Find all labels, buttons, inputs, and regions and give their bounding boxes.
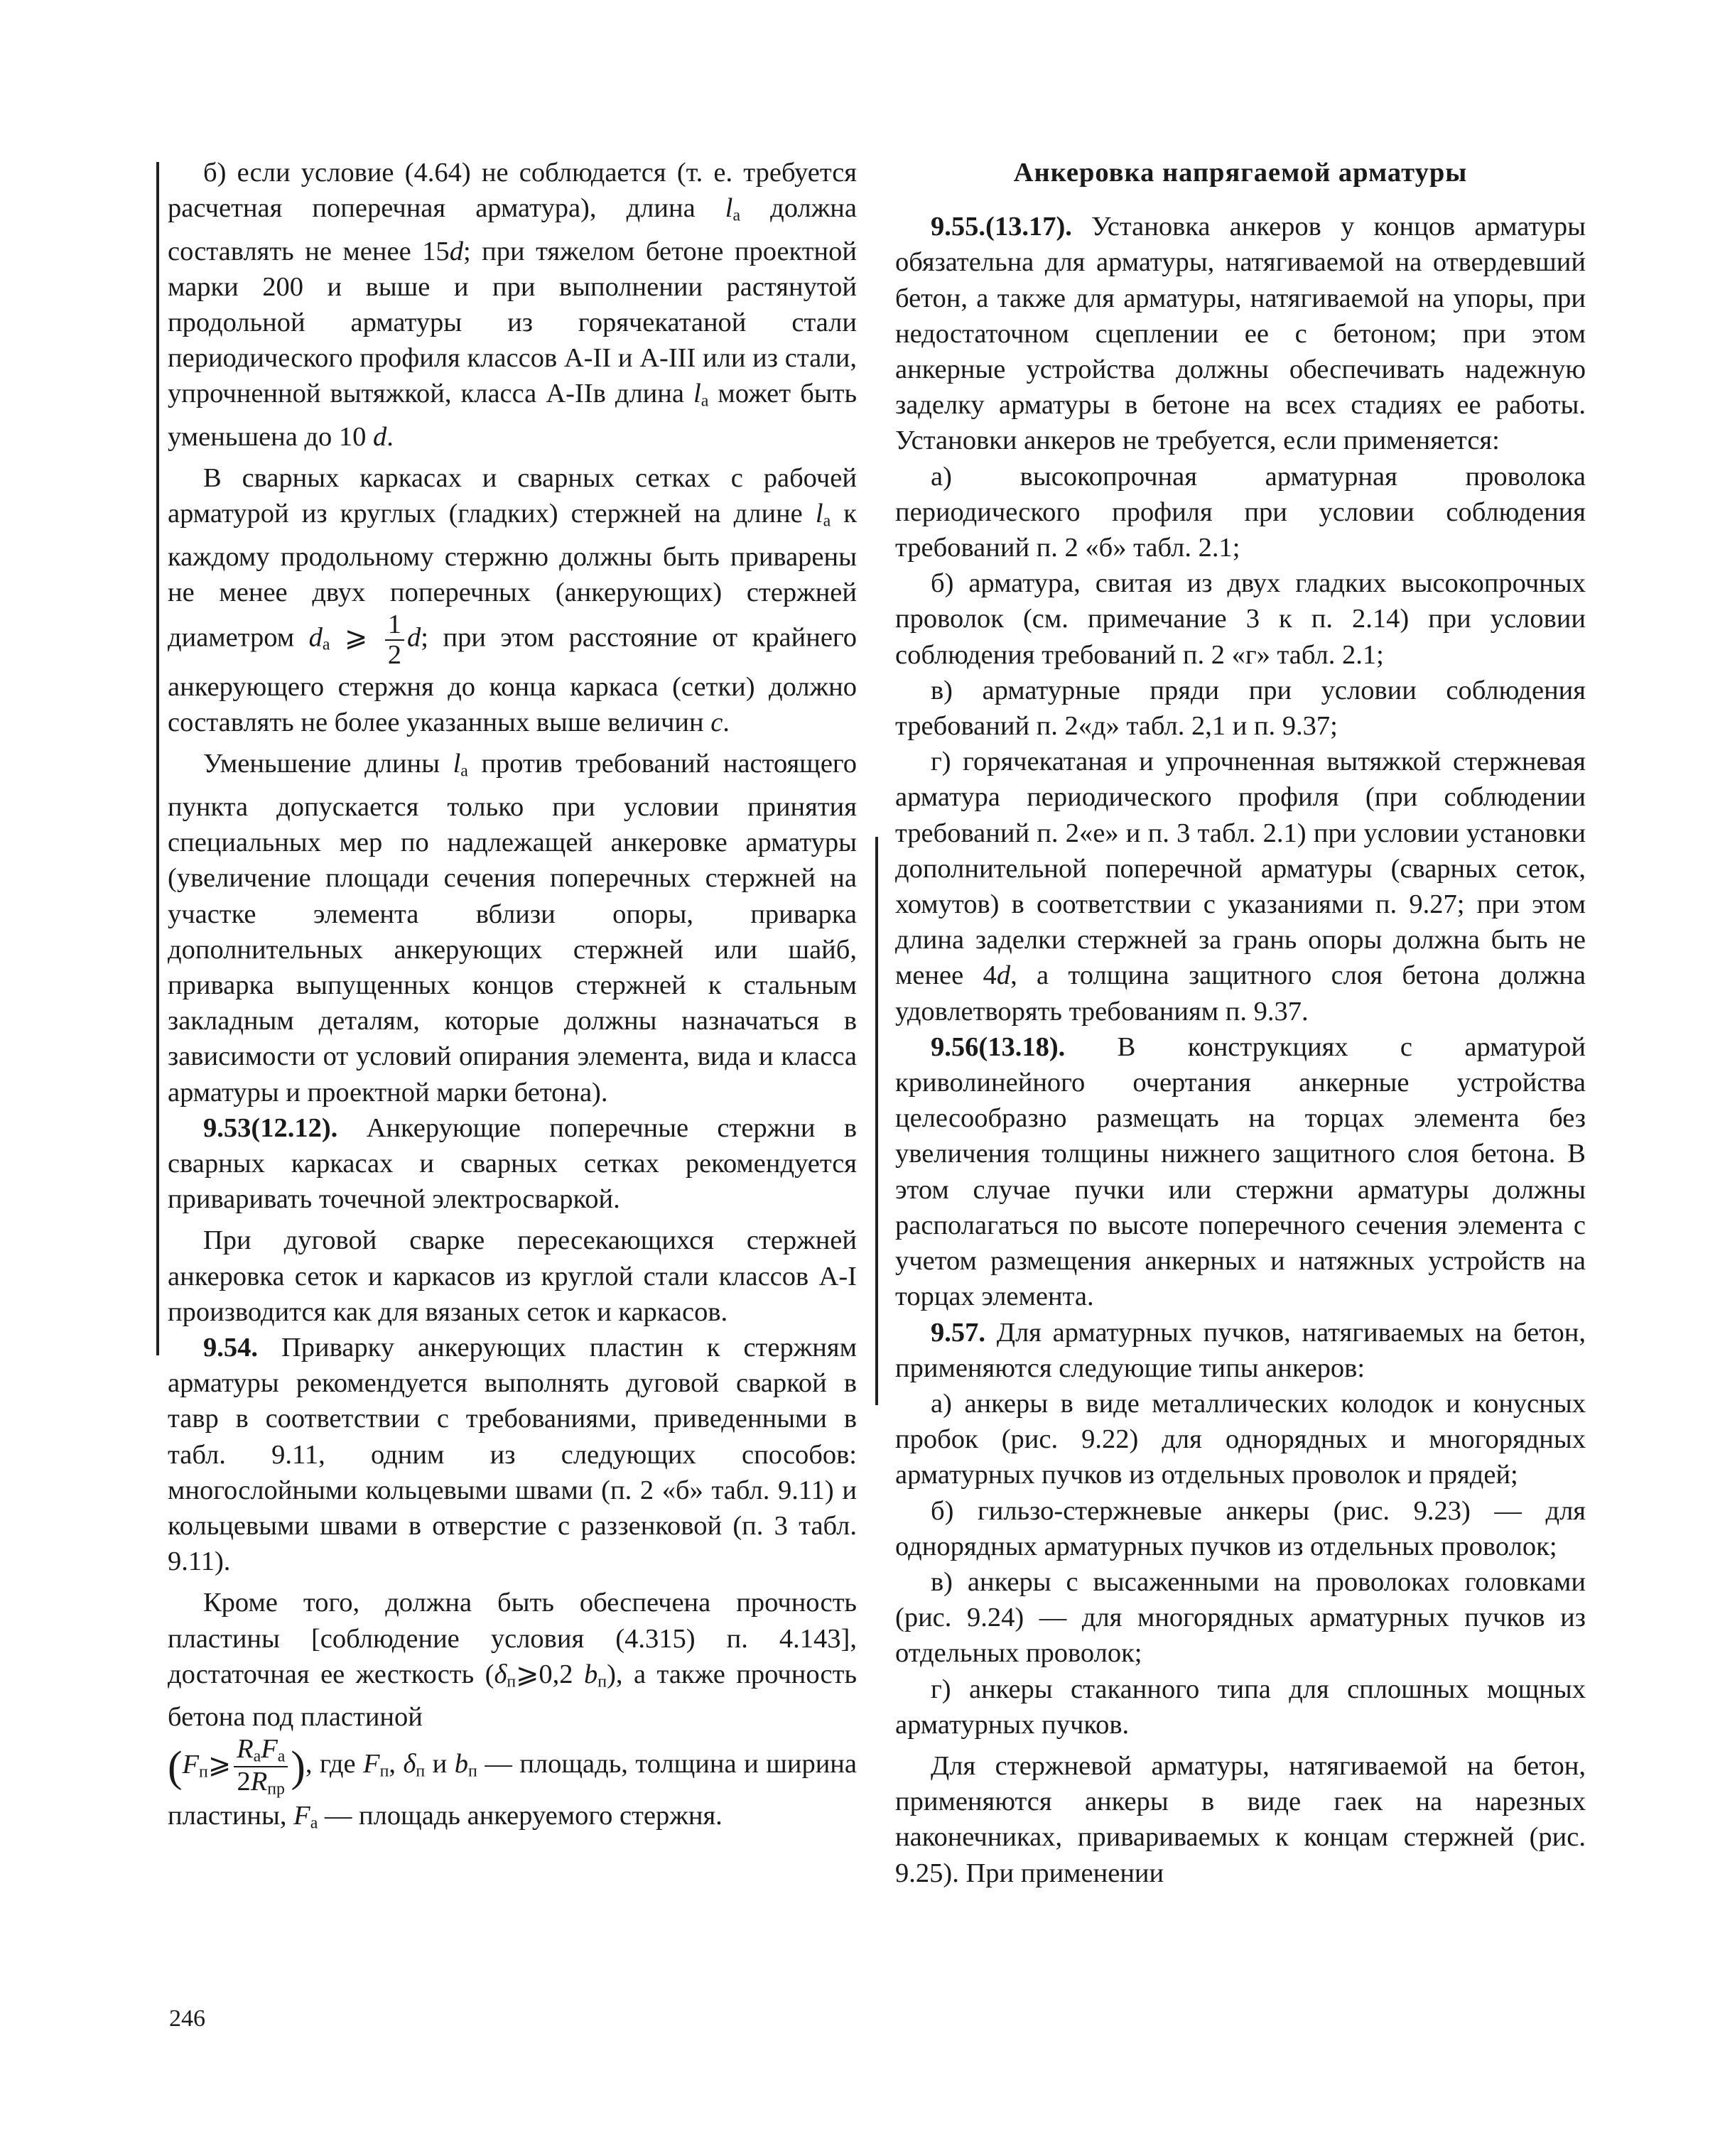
paragraph-9-55: 9.55.(13.17). Установка анкеров у концов арматуры обязательна для арматуры, натягиваемой на отвердевший бетон, а также для арматуры, натягиваемой на упоры, при недостаточном сцеплении ее с бетоном; при этом анкерные устройства должны обеспечивать надежную заделку арматуры в бетоне на всех стадиях ее работы. Установки анкеров не требуется, если применяется: [895,212,1586,456]
paragraph-9-54: 9.54. Приварку анкерующих пластин к стержням арматуры рекомендуется выполнять дуговой сваркой в тавр в соответствии с требованиями, приведенными в табл. 9.11, одним из следующих способов: многослойными кольцевыми швами (п. 2 «б» табл. 9.11) и кольцевыми швами в отверстие с раззенковой (п. 3 табл. 9.11). [168,1332,857,1577]
paragraph-9-57: 9.57. Для арматурных пучков, натягиваемых на бетон, применяются следующие типы анкеров: [895,1317,1586,1383]
fraction-one-half: $\frac{1}{2}$ [385,610,404,669]
section-heading: Анкеровка напрягаемой арматуры [1013,158,1468,188]
paragraph-condition-b: б) если условие (4.64) не соблюдается (т. е. требуется расчетная поперечная арматура), длина $l_a$ должна составлять не менее 15d; при тяжелом бетоне проектной марки 200 и выше и при выполнении растянутой продольной арматуры из горячекатаной стали периодического профиля классов А-II и А-III или из стали, упрочненной вытяжкой, класса А-IIв длина $l_a$ может быть уменьшена до 10 d. [168,158,857,452]
list-item-a: а) высокопрочная арматурная проволока периодического профиля при условии соблюдения требований п. 2 «б» табл. 2.1; [895,461,1586,563]
page-number: 246 [169,2005,205,2032]
middle-margin-change-bar [875,837,878,1405]
anchor-type-g: г) анкеры стаканного типа для сплошных мощных арматурных пучков. [895,1674,1586,1740]
paragraph-welded-frames: В сварных каркасах и сварных сетках с рабочей арматурой из круглых (гладких) стержней на длине $l_a$ к каждому продольному стержню должны быть приварены не менее двух поперечных (анкерующих) стержней диаметром $d_a$ ⩾ $\frac{1}{2}$ d; при этом расстояние от крайнего анкерующего стержня до конца каркаса (сетки) должно составлять не более указанных выше величин c. [168,463,857,738]
paragraph-arc-welding: При дуговой сварке пересекающихся стержней анкеровка сеток и каркасов из круглой стали классов А-I производится как для вязаных сеток и каркасов. [168,1225,857,1327]
anchor-type-v: в) анкеры с высаженными на проволоках головками (рис. 9.24) — для многорядных арматурных пучков из отдельных проволок; [895,1566,1586,1669]
left-margin-change-bar [156,162,159,1355]
paragraph-rod-reinforcement: Для стержневой арматуры, натягиваемой на бетон, применяются анкеры в виде гаек на нарезных наконечниках, привариваемых к концам стержней (рис. 9.25). При применении [895,1750,1586,1888]
list-item-b: б) арматура, свитая из двух гладких высокопрочных проволок (см. примечание 3 к п. 2.14) при условии соблюдения требований п. 2 «г» табл. 2.1; [895,568,1586,670]
formula-plate-condition: ($F_п⩾$ $\frac{R_aF_a}{2R_{пр}}$ ) [168,1734,305,1798]
anchor-type-a: а) анкеры в виде металлических колодок и конусных пробок (рис. 9.22) для однорядных и многорядных арматурных пучков из отдельных проволок и прядей; [895,1388,1586,1490]
list-item-v: в) арматурные пряди при условии соблюдения требований п. 2«д» табл. 2,1 и п. 9.37; [895,675,1586,742]
right-column [895,155,1586,1891]
fraction-ra-fa-over-2rpr: $\frac{R_aF_a}{2R_{пр}}$ [234,1735,288,1798]
paragraph-9-56: 9.56(13.18). В конструкциях с арматурой криволинейного очертания анкерные устройства целесообразно размещать на торцах элемента без увеличения толщины нижнего защитного слоя бетона. В этом случае пучки или стержни арматуры должны располагаться по высоте поперечного сечения элемента с учетом размещения анкерных и натяжных устройств на торцах элемента. [895,1031,1586,1312]
paragraph-9-53: 9.53(12.12). Анкерующие поперечные стержни в сварных каркасах и сварных сетках рекомендуется приваривать точечной электросваркой. [168,1112,857,1215]
anchor-type-b: б) гильзо-стержневые анкеры (рис. 9.23) — для однорядных арматурных пучков из отдельных проволок; [895,1495,1586,1561]
paragraph-length-reduction: Уменьшение длины $l_a$ против требований настоящего пункта допускается только при условии принятия специальных мер по надлежащей анкеровке арматуры (увеличение площади сечения поперечных стержней на участке элемента вблизи опоры, приварка дополнительных анкерующих стержней или шайб, приварка выпущенных концов стержней к стальным закладным деталям, которые должны назначаться в зависимости от условий опирания элемента, вида и класса арматуры и проектной марки бетона). [168,749,857,1107]
left-column [168,155,857,1841]
list-item-g: г) горячекатаная и упрочненная вытяжкой стержневая арматура периодического профиля (при соблюдении требований п. 2«е» и п. 3 табл. 2.1) при условии установки дополнительной поперечной арматуры (сварных сеток, хомутов) в соответствии с указаниями п. 9.27; при этом длина заделки стержней за грань опоры должна быть не менее 4d, а толщина защитного слоя бетона должна удовлетворять требованиям п. 9.37. [895,747,1586,1026]
paragraph-plate-strength: Кроме того, должна быть обеспечена прочность пластины [соблюдение условия (4.315) п. 4.143], достаточная ее жесткость ($\delta_п⩾0,2$ $b_п$), а также прочность бетона под пластиной ($F_п⩾$ $\frac{R_aF_a}{2R_{пр}}$ ), где $F_п$, $\delta_п$ и $b_п$ — площадь, толщина и ширина пластины, $F_a$ — площадь анкеруемого стержня. [168,1588,858,1833]
